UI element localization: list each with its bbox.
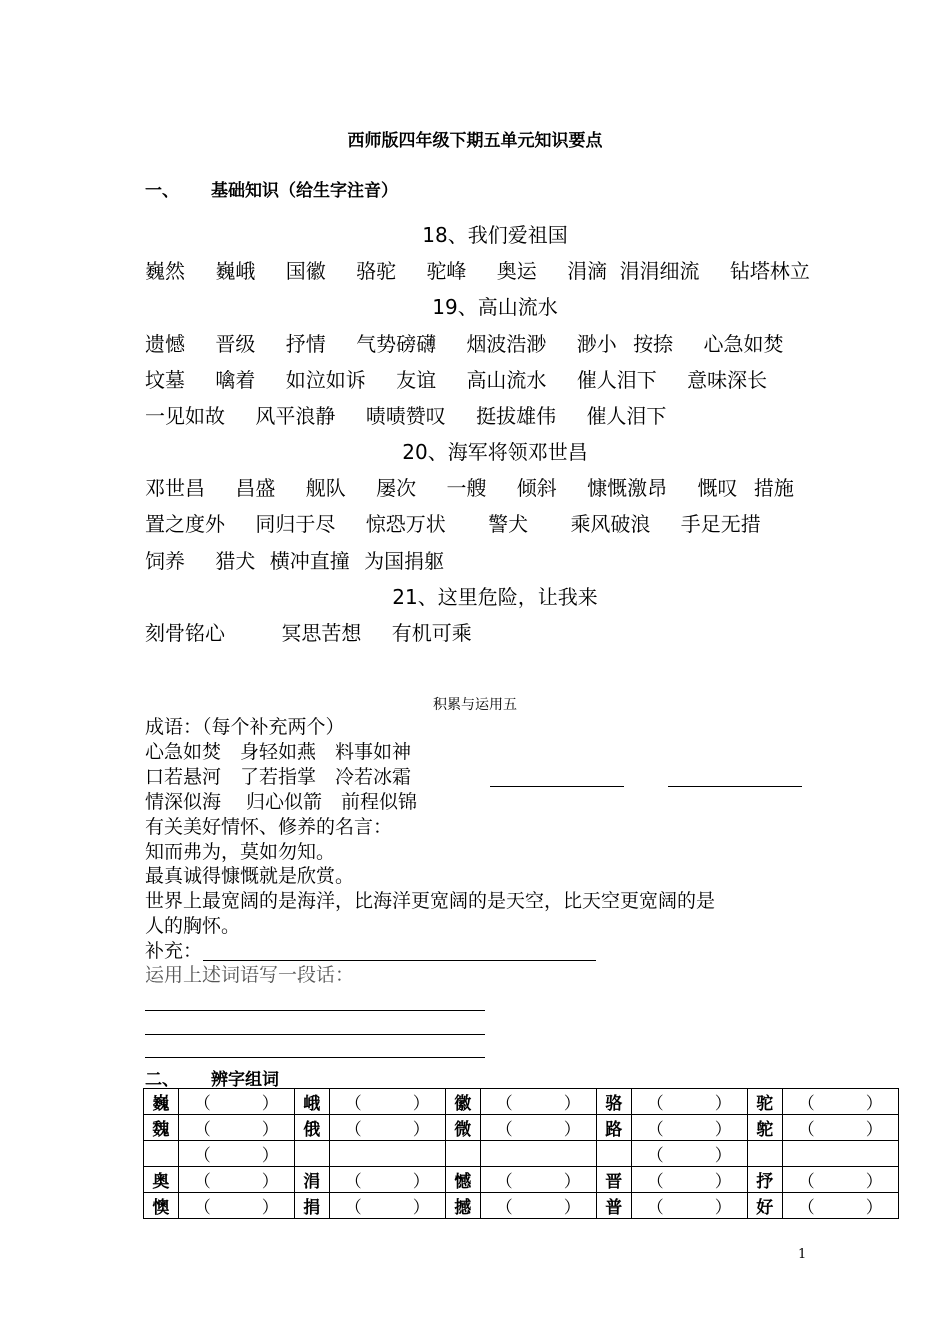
table-row <box>144 1167 899 1193</box>
word: 如泣如诉 <box>285 368 366 392</box>
writing-prompt: 运用上述词语写一段话： <box>145 964 355 986</box>
word-blank-cell[interactable]: （ ） <box>480 1167 596 1193</box>
character-cell: 巍 <box>144 1089 179 1115</box>
character-cell: 晋 <box>596 1167 631 1193</box>
word: 噙着 <box>215 368 256 392</box>
lesson-heading: 20、海军将领邓世昌 <box>402 440 588 464</box>
character-cell: 撼 <box>445 1193 480 1219</box>
word: 按捺 <box>633 332 674 356</box>
word: 钻塔林立 <box>729 259 810 283</box>
idiom-answer-blank[interactable] <box>490 786 624 787</box>
word: 慷慨激昂 <box>587 476 668 500</box>
word: 抒情 <box>285 332 326 356</box>
word: 气势磅礴 <box>356 332 437 356</box>
character-cell: 捐 <box>294 1193 329 1219</box>
idiom-row: 情深似海 归心似箭 前程似锦 <box>145 791 418 813</box>
character-cell: 路 <box>596 1115 631 1141</box>
accumulation-title: 积累与运用五 <box>433 697 517 713</box>
word-blank-cell[interactable]: （ ） <box>782 1167 898 1193</box>
character-cell <box>445 1141 480 1167</box>
character-cell <box>596 1141 631 1167</box>
section1-label: 基础知识（给生字注音） <box>211 181 398 201</box>
word-blank-cell[interactable]: （ ） <box>178 1141 294 1167</box>
word: 昌盛 <box>235 476 276 500</box>
word-blank-cell[interactable]: （ ） <box>329 1089 445 1115</box>
character-cell: 好 <box>747 1193 782 1219</box>
table-row <box>144 1089 899 1115</box>
character-cell: 憾 <box>445 1167 480 1193</box>
word: 慨叹 <box>697 476 738 500</box>
table-row <box>144 1193 899 1219</box>
word-blank-cell[interactable]: （ ） <box>329 1167 445 1193</box>
word: 惊恐万状 <box>365 512 446 536</box>
character-cell: 奥 <box>144 1167 179 1193</box>
word: 横冲直撞 <box>269 549 350 573</box>
word: 冥思苦想 <box>281 621 362 645</box>
character-cell: 俄 <box>294 1115 329 1141</box>
writing-line[interactable] <box>145 1057 485 1058</box>
word: 倾斜 <box>516 476 557 500</box>
word: 啧啧赞叹 <box>365 404 446 428</box>
word-row <box>145 508 785 537</box>
section2-number: 二、 <box>145 1070 179 1090</box>
character-cell: 徽 <box>445 1089 480 1115</box>
writing-line[interactable] <box>145 1034 485 1035</box>
word: 坟墓 <box>145 368 185 392</box>
word: 高山流水 <box>466 368 547 392</box>
word-row <box>145 364 791 393</box>
character-cell: 峨 <box>294 1089 329 1115</box>
word: 舰队 <box>305 476 346 500</box>
character-table <box>143 1088 899 1219</box>
character-cell: 驼 <box>747 1089 782 1115</box>
table-row <box>144 1115 899 1141</box>
word-blank-cell[interactable]: （ ） <box>178 1089 294 1115</box>
character-cell: 骆 <box>596 1089 631 1115</box>
quote: 世界上最宽阔的是海洋，比海洋更宽阔的是天空，比天空更宽阔的是 <box>145 890 716 912</box>
word: 有机可乘 <box>391 621 472 645</box>
word-blank-cell[interactable]: （ ） <box>782 1089 898 1115</box>
word-blank-cell[interactable]: （ ） <box>631 1115 747 1141</box>
word: 意味深长 <box>687 368 768 392</box>
quotes-label: 有关美好情怀、修养的名言： <box>145 816 393 838</box>
word-blank-cell[interactable]: （ ） <box>329 1115 445 1141</box>
word: 晋级 <box>215 332 256 356</box>
word-blank-cell[interactable]: （ ） <box>631 1167 747 1193</box>
table-row <box>144 1141 899 1167</box>
lesson-heading: 19、高山流水 <box>432 295 558 319</box>
word: 措施 <box>753 476 794 500</box>
word: 涓涓细流 <box>619 259 700 283</box>
word: 一艘 <box>446 476 487 500</box>
quote: 知而弗为，莫如勿知。 <box>145 841 336 863</box>
word-row <box>145 617 496 646</box>
word: 渺小 <box>576 332 617 356</box>
word-row <box>145 472 818 501</box>
word: 风平浪静 <box>255 404 336 428</box>
word: 驼峰 <box>426 259 467 283</box>
quote: 最真诚得慷慨就是欣赏。 <box>145 865 355 887</box>
word: 一见如故 <box>145 404 225 428</box>
word: 置之度外 <box>145 512 225 536</box>
character-cell: 鸵 <box>747 1115 782 1141</box>
idiom-label: 成语：（每个补充两个） <box>145 716 345 738</box>
idiom-row: 口若悬河 了若指掌 冷若冰霜 <box>145 766 412 788</box>
idiom-answer-blank[interactable] <box>668 786 802 787</box>
word-blank-cell[interactable]: （ ） <box>782 1193 898 1219</box>
word: 心急如焚 <box>703 332 784 356</box>
word-row <box>145 545 468 574</box>
word: 猎犬 <box>215 549 256 573</box>
word-blank-cell[interactable] <box>329 1141 445 1167</box>
word: 催人泪下 <box>586 404 667 428</box>
character-cell: 微 <box>445 1115 480 1141</box>
word: 饲养 <box>145 549 185 573</box>
word: 警犬 <box>488 512 529 536</box>
word-row <box>145 255 834 284</box>
word: 刻骨铭心 <box>145 621 225 645</box>
word: 手足无措 <box>680 512 761 536</box>
word-blank-cell[interactable] <box>480 1141 596 1167</box>
word: 涓滴 <box>567 259 608 283</box>
lesson-heading: 18、我们爱祖国 <box>422 223 568 247</box>
word-row <box>145 328 808 357</box>
writing-line[interactable] <box>145 1010 485 1011</box>
word: 巍然 <box>145 259 185 283</box>
character-cell: 涓 <box>294 1167 329 1193</box>
word-blank-cell[interactable]: （ ） <box>480 1193 596 1219</box>
word-blank-cell[interactable]: （ ） <box>178 1193 294 1219</box>
word-blank-cell[interactable]: （ ） <box>480 1115 596 1141</box>
page-number: 1 <box>798 1247 807 1262</box>
word-blank-cell[interactable]: （ ） <box>480 1089 596 1115</box>
character-cell: 抒 <box>747 1167 782 1193</box>
word: 巍峨 <box>215 259 256 283</box>
word: 骆驼 <box>356 259 397 283</box>
word-blank-cell[interactable] <box>782 1141 898 1167</box>
word: 奥运 <box>496 259 537 283</box>
word-blank-cell[interactable]: （ ） <box>782 1115 898 1141</box>
word-blank-cell[interactable]: （ ） <box>178 1167 294 1193</box>
word-blank-cell[interactable]: （ ） <box>631 1141 747 1167</box>
word: 友谊 <box>396 368 437 392</box>
word-row <box>145 400 690 429</box>
word: 国徽 <box>285 259 326 283</box>
supplement-label: 补充： <box>145 940 203 962</box>
idiom-row: 心急如焚 身轻如燕 料事如神 <box>145 741 412 763</box>
page-title: 西师版四年级下期五单元知识要点 <box>347 131 603 151</box>
section2-label: 辨字组词 <box>211 1070 279 1090</box>
word: 屡次 <box>376 476 417 500</box>
character-cell: 懊 <box>144 1193 179 1219</box>
word: 烟波浩渺 <box>466 332 547 356</box>
character-cell <box>747 1141 782 1167</box>
word: 催人泪下 <box>576 368 657 392</box>
word-blank-cell[interactable]: （ ） <box>329 1193 445 1219</box>
quote: 人的胸怀。 <box>145 915 241 937</box>
character-cell <box>144 1141 179 1167</box>
character-cell: 魏 <box>144 1115 179 1141</box>
word: 乘风破浪 <box>570 512 651 536</box>
character-cell <box>294 1141 329 1167</box>
character-cell: 普 <box>596 1193 631 1219</box>
lesson-heading: 21、这里危险，让我来 <box>392 585 598 609</box>
word-blank-cell[interactable]: （ ） <box>631 1193 747 1219</box>
word-blank-cell[interactable]: （ ） <box>178 1115 294 1141</box>
word: 为国捐躯 <box>364 549 445 573</box>
supplement-blank[interactable] <box>203 960 596 961</box>
word: 邓世昌 <box>145 476 205 500</box>
word: 同归于尽 <box>255 512 336 536</box>
word: 挺拔雄伟 <box>476 404 557 428</box>
word: 遗憾 <box>145 332 185 356</box>
section1-number: 一、 <box>145 181 179 201</box>
word-blank-cell[interactable]: （ ） <box>631 1089 747 1115</box>
